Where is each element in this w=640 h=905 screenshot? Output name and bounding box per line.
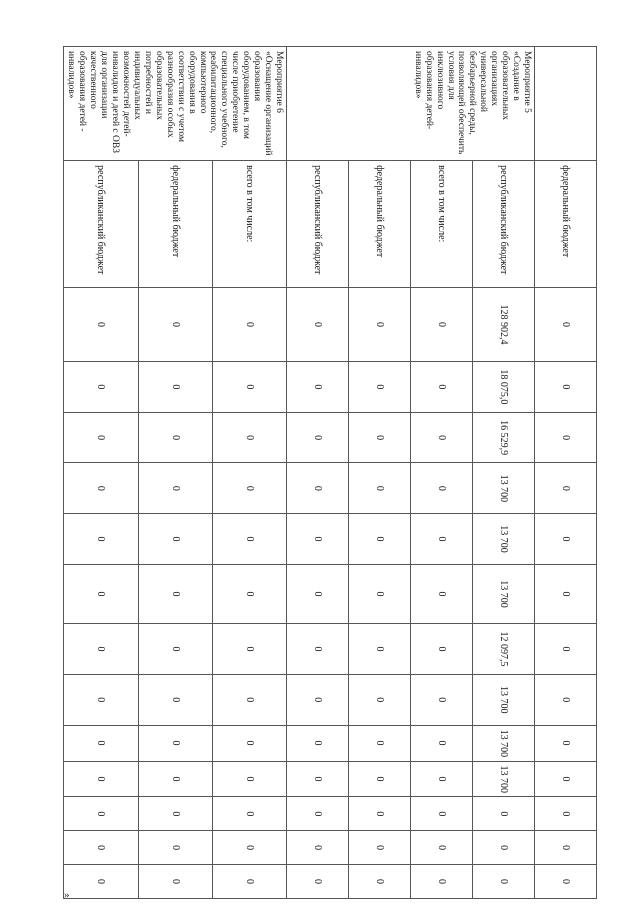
amount-cell: 13 700 — [473, 564, 535, 623]
amount-cell: 0 — [63, 564, 138, 623]
amount-cell: 0 — [287, 674, 349, 725]
amount-cell: 0 — [212, 761, 286, 797]
measure-name-cell — [535, 47, 597, 161]
amount-cell: 0 — [63, 725, 138, 761]
amount-cell: 0 — [138, 797, 212, 831]
amount-cell: 16 529,9 — [473, 412, 535, 463]
amount-cell: 0 — [138, 761, 212, 797]
table-row — [138, 47, 212, 899]
funding-source-cell: федеральный бюджет — [535, 161, 597, 288]
amount-cell: 0 — [287, 624, 349, 675]
amount-cell: 0 — [212, 412, 286, 463]
amount-cell: 0 — [411, 514, 473, 565]
rotated-table-wrapper — [66, 46, 597, 899]
amount-cell: 0 — [349, 865, 411, 899]
amount-cell: 0 — [138, 412, 212, 463]
amount-cell: 0 — [349, 725, 411, 761]
table-row — [212, 47, 286, 899]
amount-cell: 0 — [63, 463, 138, 514]
amount-cell: 0 — [535, 564, 597, 623]
table-row — [411, 47, 473, 899]
measure-name-cell: Мероприятие 6 «Оснащение организаций образования оборудованием, в том числе приобретение специального учебного, реабилитационного, компьютерного оборудования в соответствии с учетом разнообразия особых образовательных потребностей и индивидуальных возможностей детей-инвалидов и детей с ОВЗ для организации качественного образования детей - инвалидов» — [63, 47, 286, 161]
amount-cell: 0 — [138, 288, 212, 362]
amount-cell: 0 — [287, 412, 349, 463]
amount-cell: 0 — [411, 797, 473, 831]
funding-source-cell: всего в том числе: — [212, 161, 286, 288]
amount-cell: 0 — [212, 674, 286, 725]
table-row — [473, 47, 535, 899]
amount-cell: 0 — [287, 865, 349, 899]
table-row — [349, 47, 411, 899]
amount-cell: 0 — [349, 463, 411, 514]
amount-cell: 0 — [349, 797, 411, 831]
amount-cell: 0 — [63, 288, 138, 362]
amount-cell: 0 — [349, 674, 411, 725]
amount-cell: 0 — [411, 831, 473, 865]
amount-cell: 18 075,0 — [473, 361, 535, 412]
amount-cell: 0 — [138, 624, 212, 675]
amount-cell: 0 — [212, 361, 286, 412]
amount-cell: 0 — [63, 412, 138, 463]
amount-cell: 13 700 — [473, 674, 535, 725]
table-row — [63, 47, 138, 899]
amount-cell: 0 — [212, 514, 286, 565]
amount-cell: 0 — [535, 865, 597, 899]
amount-cell: 0 — [63, 865, 138, 899]
amount-cell: 0 — [411, 674, 473, 725]
amount-cell: 0 — [287, 831, 349, 865]
amount-cell: 0 — [63, 831, 138, 865]
funding-source-cell: республиканский бюджет — [287, 161, 349, 288]
amount-cell: 0 — [411, 288, 473, 362]
funding-source-cell: республиканский бюджет — [473, 161, 535, 288]
amount-cell: 0 — [535, 725, 597, 761]
amount-cell: 0 — [349, 412, 411, 463]
amount-cell: 0 — [63, 674, 138, 725]
amount-cell: 0 — [349, 761, 411, 797]
amount-cell: 0 — [138, 831, 212, 865]
table-row — [535, 47, 597, 899]
amount-cell: 0 — [63, 797, 138, 831]
amount-cell: 0 — [138, 564, 212, 623]
amount-cell: 0 — [349, 514, 411, 565]
amount-cell: 0 — [138, 725, 212, 761]
amount-cell: 0 — [535, 412, 597, 463]
amount-cell: 0 — [411, 624, 473, 675]
amount-cell: 0 — [212, 463, 286, 514]
amount-cell: 0 — [212, 865, 286, 899]
table-row — [287, 47, 349, 899]
amount-cell: 0 — [287, 463, 349, 514]
amount-cell: 0 — [212, 624, 286, 675]
amount-cell: 0 — [63, 624, 138, 675]
amount-cell: 0 — [411, 463, 473, 514]
amount-cell: 0 — [411, 412, 473, 463]
amount-cell: 0 — [212, 831, 286, 865]
amount-cell: 0 — [535, 361, 597, 412]
amount-cell: 0 — [349, 831, 411, 865]
amount-cell: 0 — [138, 463, 212, 514]
amount-cell: 0 — [287, 288, 349, 362]
amount-cell: 0 — [212, 564, 286, 623]
amount-cell: 0 — [349, 624, 411, 675]
amount-cell: 13 700 — [473, 463, 535, 514]
amount-cell: 0 — [411, 361, 473, 412]
amount-cell: 0 — [535, 288, 597, 362]
measure-name-cell: Мероприятие 5 «Создание в образовательных организациях универсальной безбарьерной среды, позволяющей обеспечить условия для инклюзивного образования детей-инвалидов» — [287, 47, 535, 161]
amount-cell: 0 — [535, 797, 597, 831]
amount-cell: 0 — [287, 361, 349, 412]
amount-cell: 0 — [63, 514, 138, 565]
amount-cell: 0 — [287, 725, 349, 761]
amount-cell: 0 — [212, 725, 286, 761]
amount-cell: 128 902,4 — [473, 288, 535, 362]
amount-cell: 0 — [349, 361, 411, 412]
amount-cell: 0 — [411, 564, 473, 623]
page-mark: » — [64, 889, 70, 901]
amount-cell: 0 — [287, 797, 349, 831]
amount-cell: 0 — [287, 514, 349, 565]
amount-cell: 12 097,5 — [473, 624, 535, 675]
amount-cell: 0 — [287, 564, 349, 623]
amount-cell: 0 — [138, 361, 212, 412]
amount-cell: 0 — [63, 761, 138, 797]
amount-cell: 0 — [411, 761, 473, 797]
amount-cell: 0 — [535, 831, 597, 865]
amount-cell: 0 — [473, 865, 535, 899]
amount-cell: 13 700 — [473, 514, 535, 565]
amount-cell: 0 — [411, 725, 473, 761]
amount-cell: 0 — [349, 564, 411, 623]
amount-cell: 0 — [535, 674, 597, 725]
amount-cell: 0 — [63, 361, 138, 412]
funding-source-cell: федеральный бюджет — [349, 161, 411, 288]
amount-cell: 0 — [138, 674, 212, 725]
amount-cell: 0 — [212, 288, 286, 362]
funding-source-cell: республиканский бюджет — [63, 161, 138, 288]
amount-cell: 0 — [535, 463, 597, 514]
budget-table — [63, 46, 597, 899]
amount-cell: 0 — [535, 514, 597, 565]
amount-cell: 0 — [212, 797, 286, 831]
amount-cell: 0 — [138, 865, 212, 899]
amount-cell: 0 — [287, 761, 349, 797]
amount-cell: 0 — [138, 514, 212, 565]
amount-cell: 0 — [473, 831, 535, 865]
amount-cell: 0 — [535, 761, 597, 797]
amount-cell: 0 — [535, 624, 597, 675]
funding-source-cell: всего в том числе: — [411, 161, 473, 288]
funding-source-cell: федеральный бюджет — [138, 161, 212, 288]
amount-cell: 13 700 — [473, 761, 535, 797]
amount-cell: 0 — [349, 288, 411, 362]
amount-cell: 13 700 — [473, 725, 535, 761]
amount-cell: 0 — [473, 797, 535, 831]
amount-cell: 0 — [411, 865, 473, 899]
